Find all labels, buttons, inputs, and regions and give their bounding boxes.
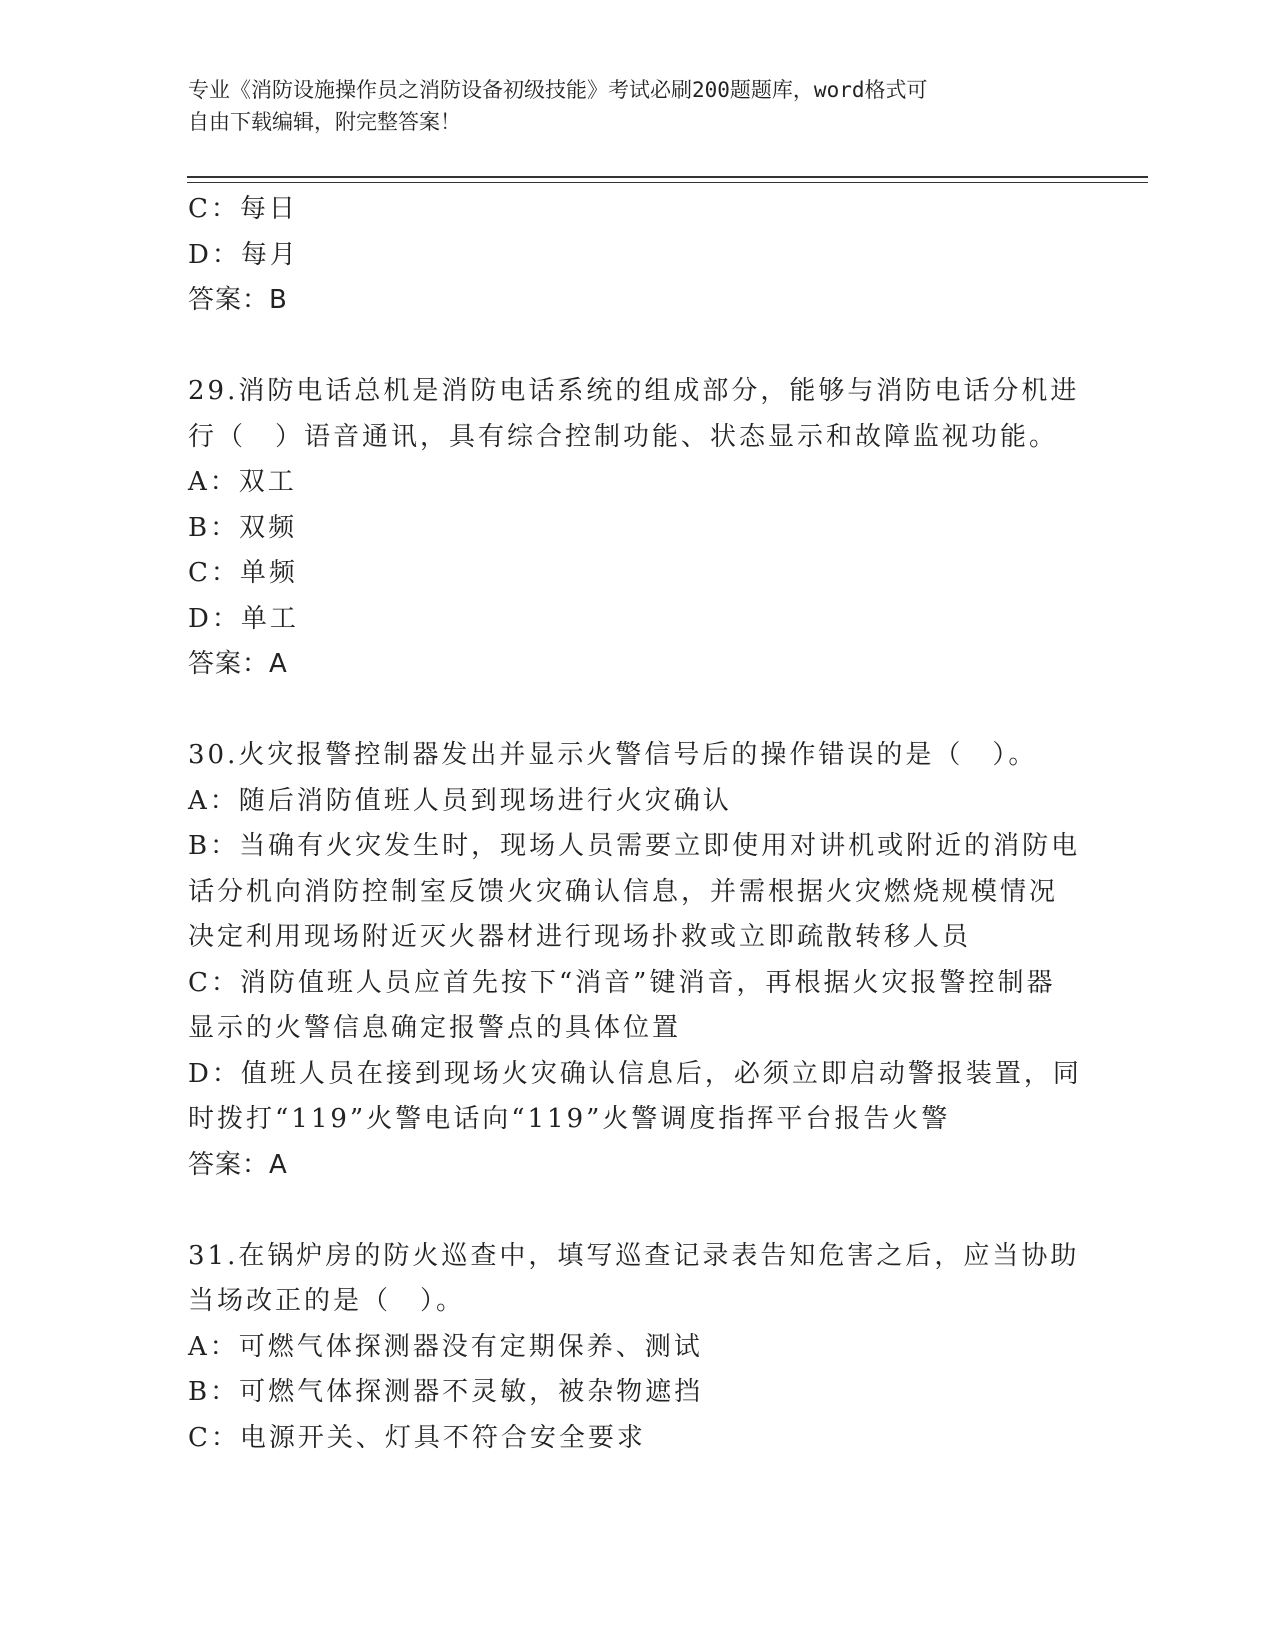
option-d: D：单工 bbox=[188, 603, 299, 634]
option-a: A：随后消防值班人员到现场进行火灾确认 bbox=[188, 785, 732, 816]
option-b: B：可燃气体探测器不灵敏，被杂物遮挡 bbox=[188, 1377, 704, 1407]
option-a: A：可燃气体探测器没有定期保养、测试 bbox=[188, 1331, 703, 1362]
previous-question bbox=[188, 187, 1088, 324]
option-a: A：双工 bbox=[188, 467, 297, 497]
header-divider-thick bbox=[187, 176, 1148, 178]
spacer bbox=[188, 324, 1088, 370]
header-line-2: 自由下载编辑，附完整答案！ bbox=[188, 110, 461, 134]
question-stem: 行（ ）语音通讯，具有综合控制功能、状态显示和故障监视功能。 bbox=[188, 421, 1059, 452]
option-d: D：每月 bbox=[188, 239, 299, 270]
question-stem: 当场改正的是（ ）。 bbox=[188, 1286, 466, 1316]
header-divider-thin bbox=[187, 182, 1148, 183]
spacer bbox=[188, 1188, 1088, 1234]
option-c: C：单频 bbox=[188, 558, 298, 588]
page-header bbox=[188, 74, 1068, 138]
option-d-cont: 时拨打“119”火警电话向“119”火警调度指挥平台报告火警 bbox=[188, 1104, 951, 1134]
question-list bbox=[188, 187, 1088, 1461]
question-stem: 30.火灾报警控制器发出并显示火警信号后的操作错误的是（ ）。 bbox=[188, 740, 1038, 770]
option-d: D：值班人员在接到现场火灾确认信息后，必须立即启动警报装置，同 bbox=[188, 1058, 1082, 1089]
question-31 bbox=[188, 1234, 1088, 1462]
question-30 bbox=[188, 733, 1088, 1188]
spacer bbox=[188, 688, 1088, 734]
option-c-cont: 显示的火警信息确定报警点的具体位置 bbox=[188, 1013, 682, 1043]
option-c: C：电源开关、灯具不符合安全要求 bbox=[188, 1422, 646, 1453]
answer-line: 答案：B bbox=[188, 285, 288, 315]
option-c: C：消防值班人员应首先按下“消音”键消音，再根据火灾报警控制器 bbox=[188, 967, 1056, 998]
option-b: B：当确有火灾发生时，现场人员需要立即使用对讲机或附近的消防电 bbox=[188, 831, 1081, 861]
header-line-1: 专业《消防设施操作员之消防设备初级技能》考试必刷200题题库，word格式可 bbox=[188, 78, 928, 102]
answer-line: 答案：A bbox=[188, 1149, 288, 1180]
question-29 bbox=[188, 369, 1088, 688]
option-b: B：双频 bbox=[188, 512, 298, 543]
option-c: C：每日 bbox=[188, 194, 298, 224]
option-b-cont: 决定利用现场附近灭火器材进行现场扑救或立即疏散转移人员 bbox=[188, 922, 972, 952]
question-stem: 31.在锅炉房的防火巡查中，填写巡查记录表告知危害之后，应当协助 bbox=[188, 1240, 1080, 1271]
question-stem: 29.消防电话总机是消防电话系统的组成部分，能够与消防电话分机进 bbox=[188, 376, 1080, 406]
option-b-cont: 话分机向消防控制室反馈火灾确认信息，并需根据火灾燃烧规模情况 bbox=[188, 876, 1059, 907]
answer-line: 答案：A bbox=[188, 649, 288, 679]
